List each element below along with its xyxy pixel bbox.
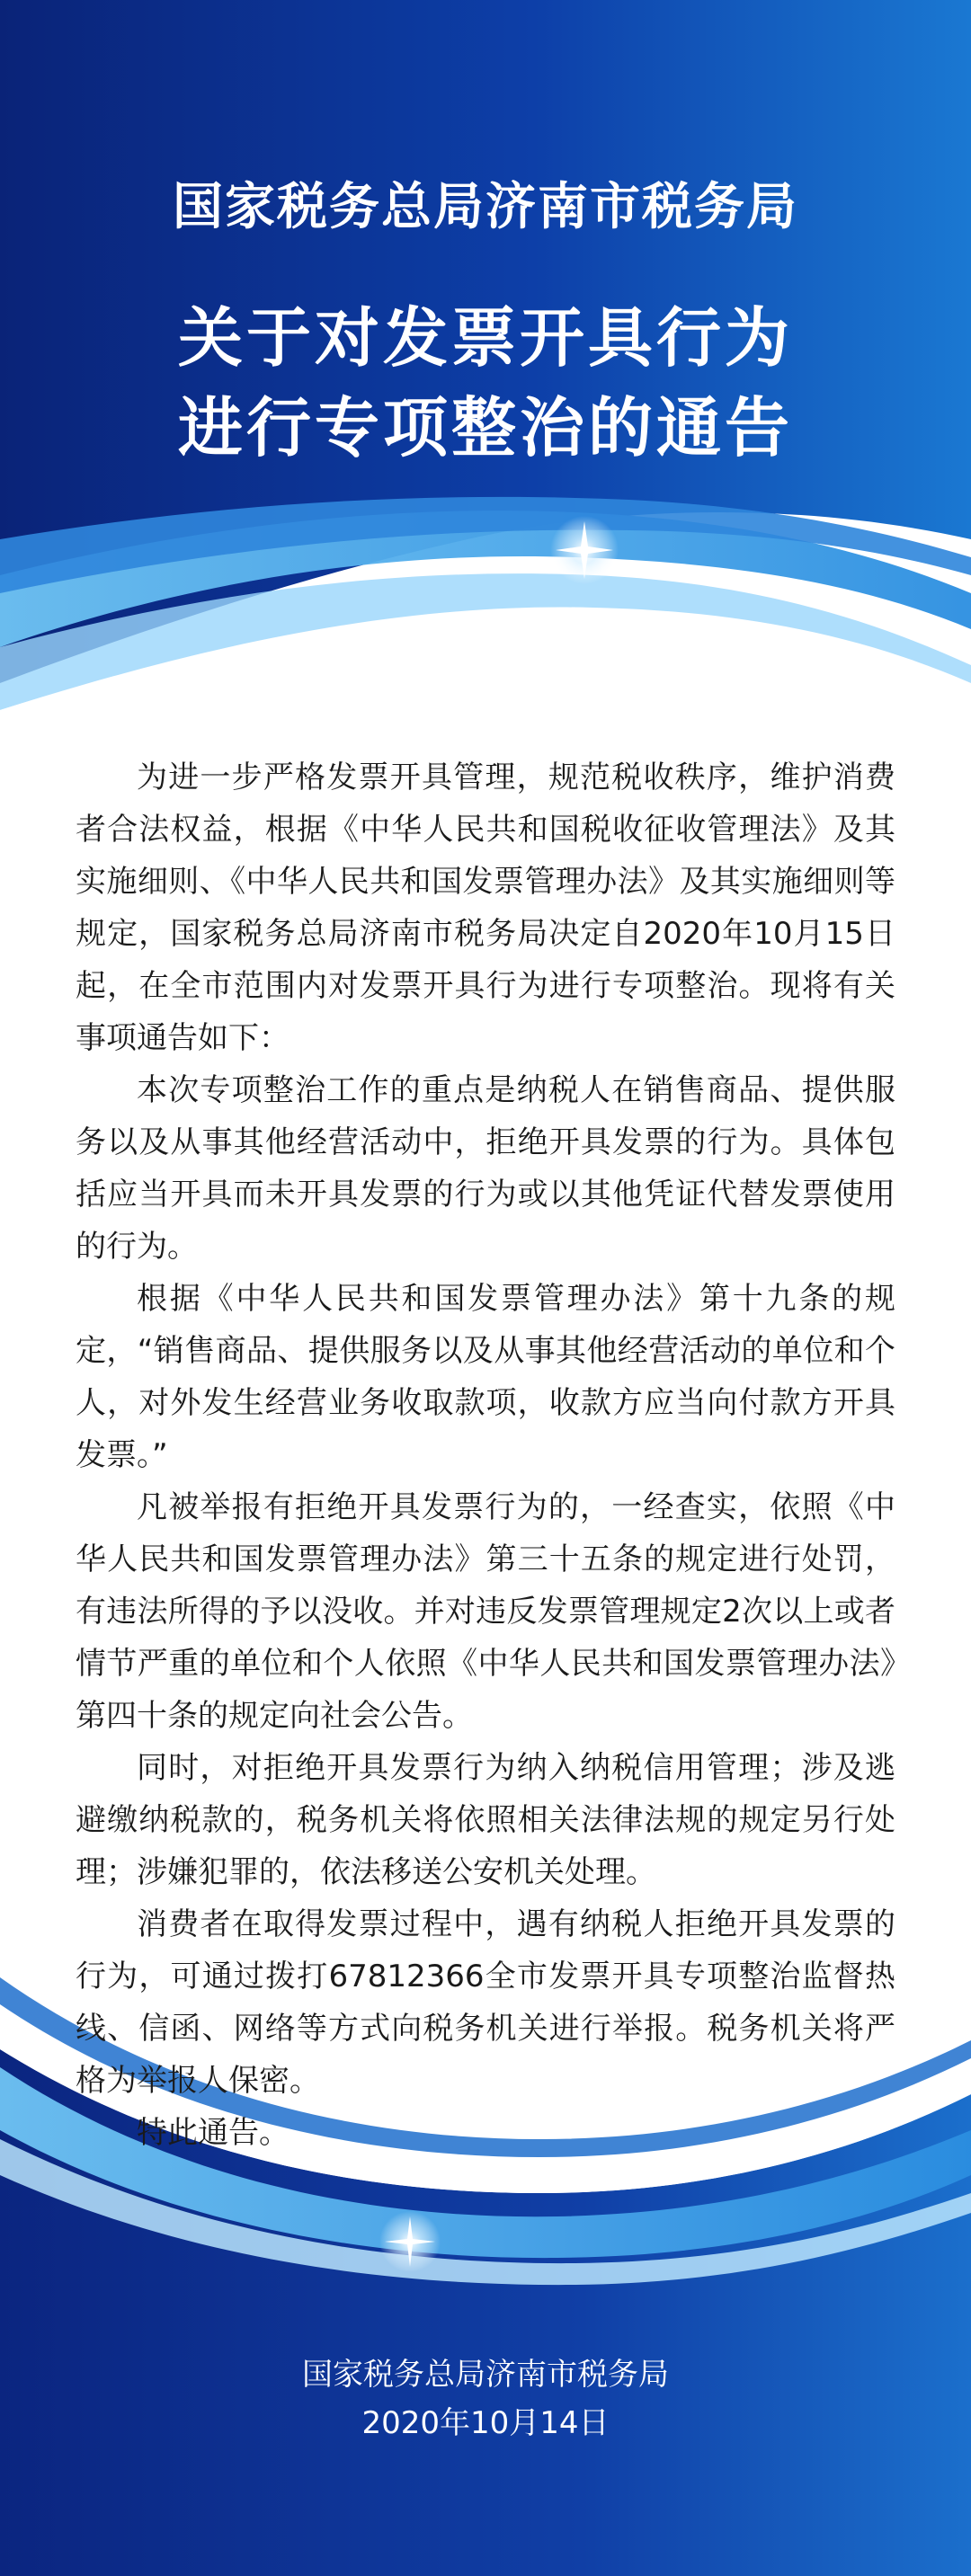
footer-date: 2020年10月14日 [361,2405,610,2441]
body-paragraph: 根据《中华人民共和国发票管理办法》第十九条的规定，“销售商品、提供服务以及从事其他经营活动的单位和个人，对外发生经营业务收取款项，收款方应当向付款方开具发票。” [76,1281,895,1473]
notice-title-line-1: 关于对发票开具行为 [177,300,793,376]
body-paragraph: 本次专项整治工作的重点是纳税人在销售商品、提供服务以及从事其他经营活动中，拒绝开具发票的行为。具体包括应当开具而未开具发票的行为或以其他凭证代替发票使用的行为。 [76,1072,895,1265]
body-paragraph: 凡被举报有拒绝开具发票行为的，一经查实，依照《中华人民共和国发票管理办法》第三十五条的规定进行处罚，有违法所得的予以没收。并对违反发票管理规定2次以上或者情节严重的单位和个人依照《中华人民共和国发票管理办法》第四十条的规定向社会公告。 [76,1489,895,1734]
header-organization: 国家税务总局济南市税务局 [173,177,798,236]
body-paragraph: 同时，对拒绝开具发票行为纳入纳税信用管理；涉及逃避缴纳税款的，税务机关将依照相关法律法规的规定另行处理；涉嫌犯罪的，依法移送公安机关处理。 [76,1750,895,1890]
notice-title-line-2: 进行专项整治的通告 [177,390,793,466]
notice-body [76,751,895,2159]
body-paragraph: 消费者在取得发票过程中，遇有纳税人拒绝开具发票的行为，可通过拨打67812366全市发票开具专项整治监督热线、信函、网络等方式向税务机关进行举报。税务机关将严格为举报人保密。 [76,1906,895,2099]
closing-paragraph: 特此通告。 [137,2115,290,2151]
body-paragraph: 为进一步严格发票开具管理，规范税收秩序，维护消费者合法权益，根据《中华人民共和国税收征收管理法》及其实施细则、《中华人民共和国发票管理办法》及其实施细则等规定，国家税务总局济南市税务局决定自2020年10月15日起，在全市范围内对发票开具行为进行专项整治。现将有关事项通告如下： [76,759,895,1056]
footer-organization: 国家税务总局济南市税务局 [302,2357,669,2393]
